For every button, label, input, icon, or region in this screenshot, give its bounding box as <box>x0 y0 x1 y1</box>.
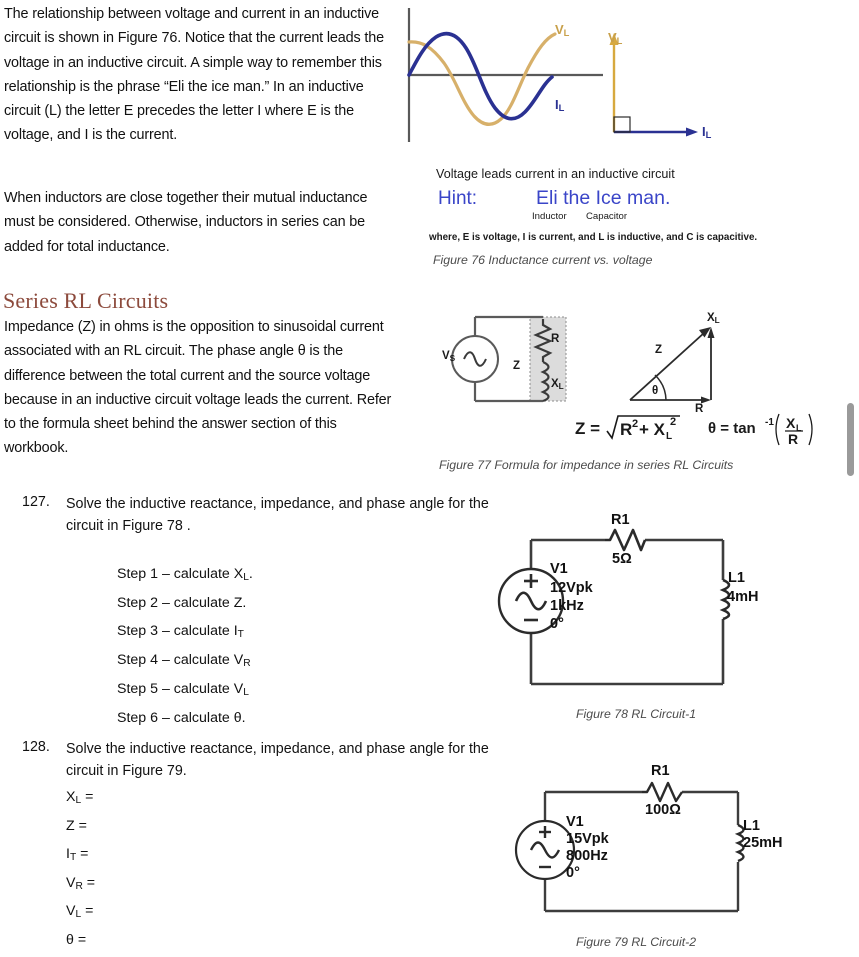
figure-76-subtitle: Voltage leads current in an inductive circuit <box>436 167 675 181</box>
step-item: Step 4 – calculate $V_R$ <box>117 652 251 670</box>
step-item: Step 5 – calculate $V_L$ <box>117 680 249 699</box>
figure-77 <box>430 300 859 480</box>
figure-79-resistor-value: 100Ω <box>645 802 681 818</box>
figure-79-caption: Figure 79 RL Circuit-2 <box>576 935 697 949</box>
svg-text:R: R <box>788 431 799 447</box>
figure-76-waveform-graphic <box>400 0 859 160</box>
intro-paragraph <box>4 2 394 148</box>
svg-text:2: 2 <box>632 418 639 430</box>
figure-77-source-label: $V_S$ <box>442 350 456 363</box>
answer-blank[interactable]: Z = <box>66 817 87 834</box>
figure-76 <box>400 0 859 275</box>
figure-77-formula-theta <box>708 410 823 450</box>
figure-78-source-phase: 0° <box>550 616 564 632</box>
figure-79-source-frequency: 800Hz <box>566 848 608 864</box>
intro-paragraph-text: The relationship between voltage and current in an inductive circuit is shown in Figure 76. Notice that the current leads the voltage in an inductive circuit. A simple way to remember this relationship is the phrase “Eli the ice man.” In an inductive circuit (L) the letter E precedes the letter I where E is the voltage, and I is the current. <box>4 6 384 144</box>
impedance-paragraph <box>4 315 404 461</box>
triangle-hypotenuse-line <box>630 333 704 400</box>
triangle-base-label: R <box>695 403 704 415</box>
triangle-hypotenuse-label: Z <box>655 344 663 356</box>
figure-78-source-frequency: 1kHz <box>550 598 584 614</box>
triangle-theta-label: θ <box>652 385 659 397</box>
answer-blank[interactable]: $V_R$ = <box>66 874 96 892</box>
question-127-prompt: Solve the inductive reactance, impedance, and phase angle for the circuit in Figure 78 . <box>66 496 489 534</box>
waveform-voltage-label: $V_L$ <box>555 22 570 39</box>
question-127-number: 127. <box>22 494 50 510</box>
figure-78-inductor-value: 4mH <box>727 589 759 605</box>
hint-tag-capacitor: Capacitor <box>586 211 628 222</box>
figure-79-inductor-value: 25mH <box>743 835 783 851</box>
figure-76-caption: Figure 76 Inductance current vs. voltage <box>433 253 653 267</box>
mutual-inductance-text: When inductors are close together their mutual inductance must be considered. Otherwise, inductors in series can be added for total inductance. <box>4 190 368 255</box>
figure-78-source-name: V1 <box>550 561 568 577</box>
scrollbar-track[interactable] <box>843 0 859 957</box>
impedance-paragraph-text: Impedance (Z) in ohms is the opposition to sinusoidal current associated with an RL circuit. The phase angle θ is the difference between the total current and the source voltage because in an inductive circuit voltage leads the current. Refer to the formula sheet behind the answer section of this workbook. <box>4 319 392 457</box>
answer-blank[interactable]: θ = <box>66 931 87 948</box>
figure-79-inductor-name: L1 <box>743 818 760 834</box>
phasor-voltage-label: $V_L$ <box>608 30 623 47</box>
figure-78-source-amplitude: 12Vpk <box>550 580 593 596</box>
waveform-current-label: $I_L$ <box>555 97 565 114</box>
answer-blank[interactable]: $X_L$ = <box>66 789 94 807</box>
question-127-steps <box>117 562 253 734</box>
answer-blank[interactable]: $I_T$ = <box>66 846 89 864</box>
phasor-right-angle-marker <box>614 117 630 132</box>
svg-text:L: L <box>796 423 802 433</box>
circuit78-resistor-symbol <box>605 530 645 550</box>
svg-text:X: X <box>786 415 796 431</box>
circuit79-resistor-symbol <box>642 783 682 801</box>
question-128-prompt: Solve the inductive reactance, impedance, and phase angle for the circuit in Figure 79. <box>66 741 489 779</box>
figure-77-reactance-label: $X_L$ <box>551 378 564 391</box>
figure-79-source-amplitude: 15Vpk <box>566 831 609 847</box>
step-item: Step 6 – calculate θ. <box>117 709 246 726</box>
figure-77-formula-z <box>575 410 695 444</box>
formula-z-graphic <box>575 410 695 444</box>
triangle-vertical-label: $X_L$ <box>707 312 720 325</box>
phasor-current-arrowhead <box>686 128 698 137</box>
figure-79-source-phase: 0° <box>566 865 580 881</box>
figure-77-resistor-label: R <box>551 333 560 345</box>
figure-76-where-note: where, E is voltage, I is current, and L is inductive, and C is capacitive. <box>429 232 758 243</box>
answer-blank[interactable]: $V_L$ = <box>66 903 94 921</box>
mutual-inductance-paragraph <box>4 186 396 259</box>
figure-79-source-name: V1 <box>566 814 584 830</box>
section-heading-series-rl: Series RL Circuits <box>3 288 169 313</box>
hint-tag-inductor: Inductor <box>532 211 567 222</box>
current-waveform-curve <box>409 34 552 119</box>
svg-text:+ X: + X <box>639 420 665 439</box>
svg-text:Z =: Z = <box>575 419 601 438</box>
figure-79 <box>510 752 859 957</box>
figure-77-caption: Figure 77 Formula for impedance in series RL Circuits <box>439 458 734 472</box>
figure-78-caption: Figure 78 RL Circuit-1 <box>576 707 697 721</box>
question-128-answers <box>66 785 95 956</box>
formula-theta-graphic <box>708 410 823 450</box>
figure-78-resistor-value: 5Ω <box>612 551 632 567</box>
figure-77-z-label: Z <box>513 360 521 372</box>
figure-78-inductor-name: L1 <box>728 570 745 586</box>
question-128-number: 128. <box>22 739 50 755</box>
svg-text:L: L <box>666 431 673 442</box>
hint-phrase: Eli the Ice man. <box>536 187 671 209</box>
hint-label: Hint: <box>438 188 478 209</box>
step-item: Step 1 – calculate $X_L$. <box>117 566 253 584</box>
figure-78 <box>500 502 859 732</box>
svg-text:θ = tan: θ = tan <box>708 420 756 437</box>
figure-78-resistor-name: R1 <box>611 512 630 528</box>
svg-text:-1: -1 <box>765 417 774 428</box>
step-item: Step 2 – calculate Z. <box>117 594 247 611</box>
svg-text:2: 2 <box>670 416 677 428</box>
scrollbar-thumb[interactable] <box>847 403 854 476</box>
svg-text:R: R <box>620 420 633 439</box>
step-item: Step 3 – calculate $I_T$ <box>117 623 244 641</box>
phasor-current-label: $I_L$ <box>702 124 712 141</box>
figure-79-resistor-name: R1 <box>651 763 670 779</box>
